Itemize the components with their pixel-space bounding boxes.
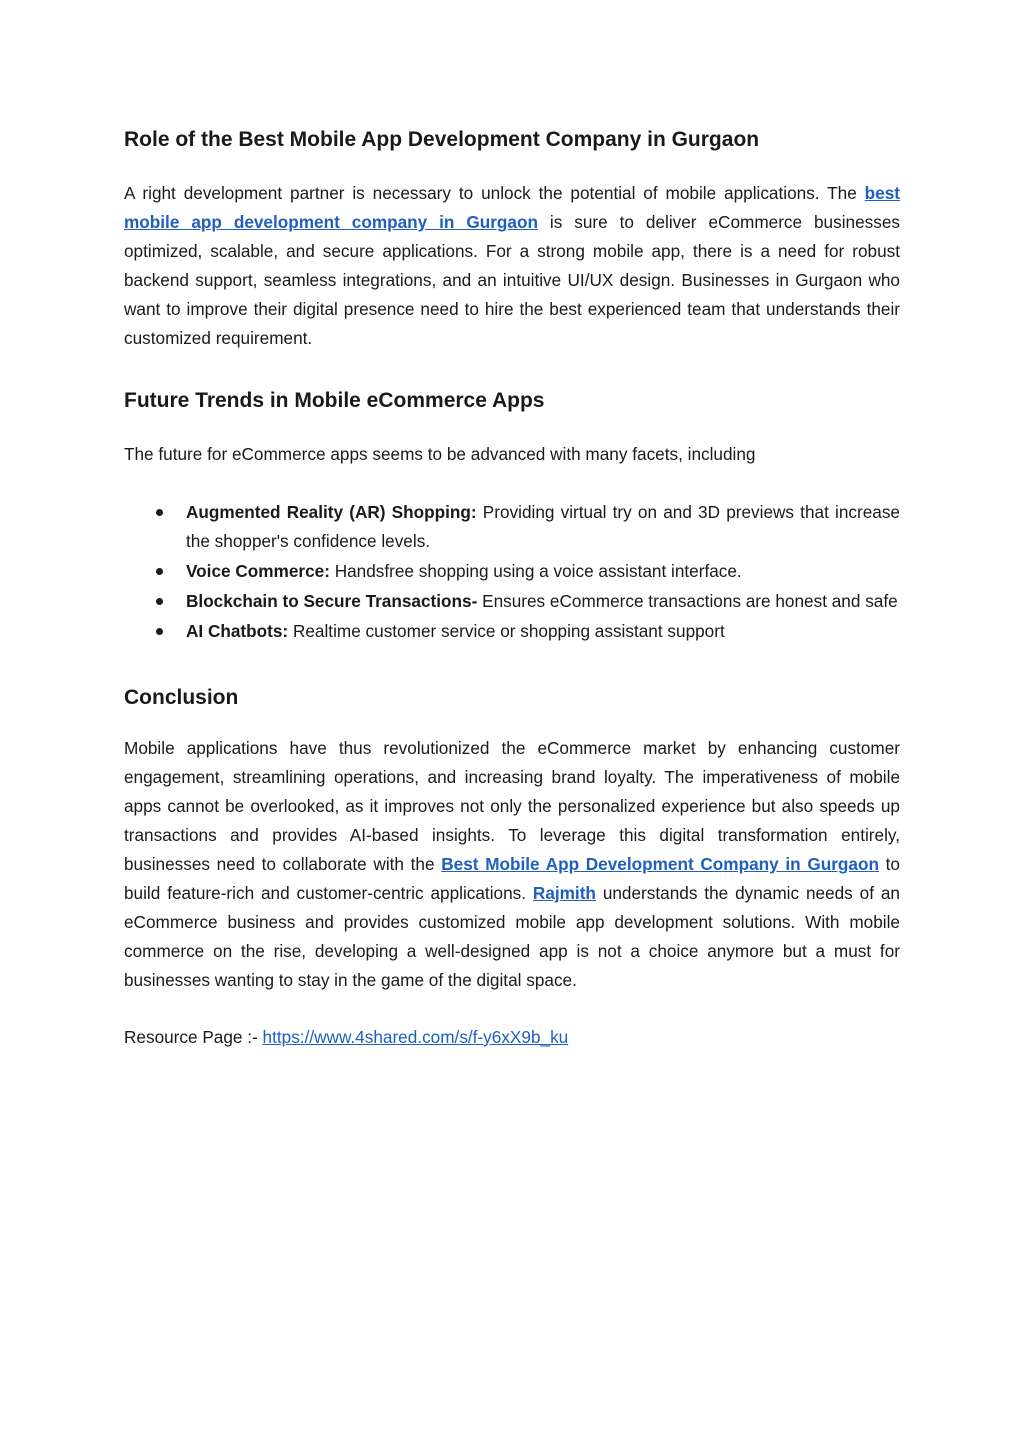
conclusion-text-1: Mobile applications have thus revolutionized the eCommerce market by enhancing customer engagement, streamlining operations, and increasing brand loyalty. The imperativeness of mobile apps cannot be overlooked, as it improves not only the personalized experience but also speeds up transactions and provides AI-based insights. To leverage this digital transformation entirely, businesses need to collaborate with the [124, 738, 900, 874]
heading-future-trends: Future Trends in Mobile eCommerce Apps [124, 389, 545, 412]
link-rajmith[interactable]: Rajmith [532, 883, 596, 903]
paragraph-role [124, 179, 900, 353]
bullet-icon [156, 628, 163, 635]
document-page [124, 118, 900, 1052]
bullet-icon [156, 598, 163, 605]
resource-link[interactable]: https://www.4shared.com/s/f-y6xX9b_ku [262, 1027, 569, 1047]
trend-label: Blockchain to Secure Transactions- [186, 591, 478, 611]
link-best-mobile-app-company[interactable]: best mobile app development company in Gurgaon [124, 183, 900, 232]
bullet-icon [156, 509, 163, 516]
trends-list [124, 498, 900, 646]
role-text-1: A right development partner is necessary to unlock the potential of mobile applications. The [124, 183, 865, 203]
trend-label: AI Chatbots: [186, 621, 289, 641]
trend-text: Realtime customer service or shopping assistant support [288, 621, 725, 641]
link-best-mobile-app-development-company[interactable]: Best Mobile App Development Company in Gurgaon [441, 854, 879, 874]
resource-line [124, 1023, 900, 1052]
trend-text: Handsfree shopping using a voice assistant interface. [329, 561, 742, 581]
conclusion-text-2: to build feature-rich and customer-centric applications. [124, 854, 900, 903]
list-item [124, 498, 900, 556]
trend-text: Providing virtual try on and 3D previews that increase the shopper's confidence levels. [186, 502, 900, 551]
list-item [124, 557, 900, 586]
paragraph-trends-intro: The future for eCommerce apps seems to be advanced with many facets, including [124, 444, 756, 464]
resource-label: Resource Page :- [124, 1027, 263, 1047]
heading-role: Role of the Best Mobile App Development Company in Gurgaon [124, 128, 760, 151]
trend-label: Augmented Reality (AR) Shopping: [186, 502, 477, 522]
list-item [124, 587, 900, 616]
bullet-icon [156, 568, 163, 575]
paragraph-conclusion [124, 734, 900, 995]
list-item [124, 617, 900, 646]
heading-conclusion: Conclusion [124, 686, 239, 709]
trend-label: Voice Commerce: [186, 561, 330, 581]
role-text-2: is sure to deliver eCommerce businesses optimized, scalable, and secure applications. For a strong mobile app, there is a need for robust backend support, seamless integrations, and an intuitive UI/UX design. Businesses in Gurgaon who want to improve their digital presence need to hire the best experienced team that understands their customized requirement. [124, 212, 900, 348]
conclusion-text-3: understands the dynamic needs of an eCommerce business and provides customized mobile app development solutions. With mobile commerce on the rise, developing a well-designed app is not a choice anymore but a must for businesses wanting to stay in the game of the digital space. [124, 883, 900, 990]
trend-text: Ensures eCommerce transactions are honest and safe [477, 591, 898, 611]
